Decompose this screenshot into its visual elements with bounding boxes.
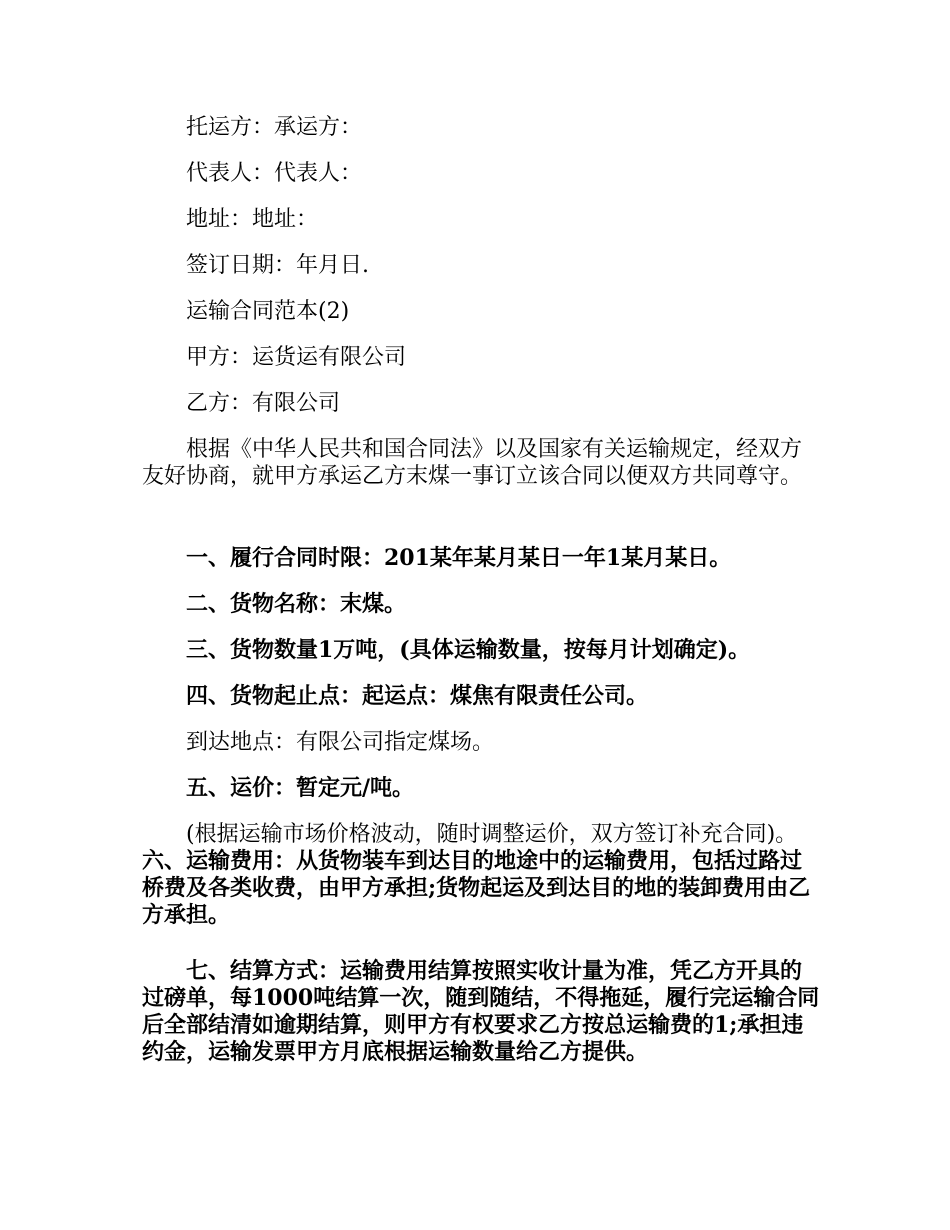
- clause-5-note: (根据运输市场价格波动，随时调整运价，双方签订补充合同)。: [186, 822, 798, 847]
- representative-line: 代表人：代表人：: [186, 161, 363, 186]
- party-a-line: 甲方：运货运有限公司: [186, 345, 407, 370]
- clause-7-heading: 七、结算方式：: [186, 958, 341, 984]
- address-line: 地址：地址：: [186, 207, 319, 232]
- intro-paragraph: 根据《中华人民共和国合同法》以及国家有关运输规定，经双方友好协商，就甲方承运乙方末煤一事订立该合同以便双方共同尊守。: [142, 437, 803, 489]
- clause-5-6-paragraph: [142, 821, 822, 929]
- party-b-line: 乙方：有限公司: [186, 391, 341, 416]
- clause-4: 四、货物起止点：起运点：煤焦有限责任公司。: [186, 683, 649, 709]
- consignor-carrier-line: 托运方：承运方：: [186, 115, 363, 140]
- contract-title-line: 运输合同范本(2): [186, 299, 350, 324]
- clause-4-destination: 到达地点：有限公司指定煤场。: [186, 730, 495, 755]
- clause-5: 五、运价：暂定元/吨。: [186, 775, 415, 801]
- signing-date-line: 签订日期：年月日.: [186, 253, 369, 278]
- clause-1: 一、履行合同时限：201某年某月某日一年1某月某日。: [186, 545, 732, 571]
- clause-6: 六、运输费用：从货物装车到达目的地途中的运输费用，包括过路过桥费及各类收费，由甲方承担;货物起运及到达目的地的装卸费用由乙方承担。: [142, 848, 811, 928]
- clause-7-paragraph: [142, 958, 822, 1066]
- clause-2: 二、货物名称：末煤。: [186, 591, 407, 617]
- clause-7-body: 运输费用结算按照实收计量为准，凭乙方开具的过磅单，每1000吨结算一次，随到随结，不得拖延，履行完运输合同后全部结清如逾期结算，则甲方有权要求乙方按总运输费的1;承担违约金，运输发票甲方月底根据运输数量给乙方提供。: [142, 958, 820, 1065]
- clause-3: 三、货物数量1万吨，(具体运输数量，按每月计划确定)。: [186, 637, 751, 663]
